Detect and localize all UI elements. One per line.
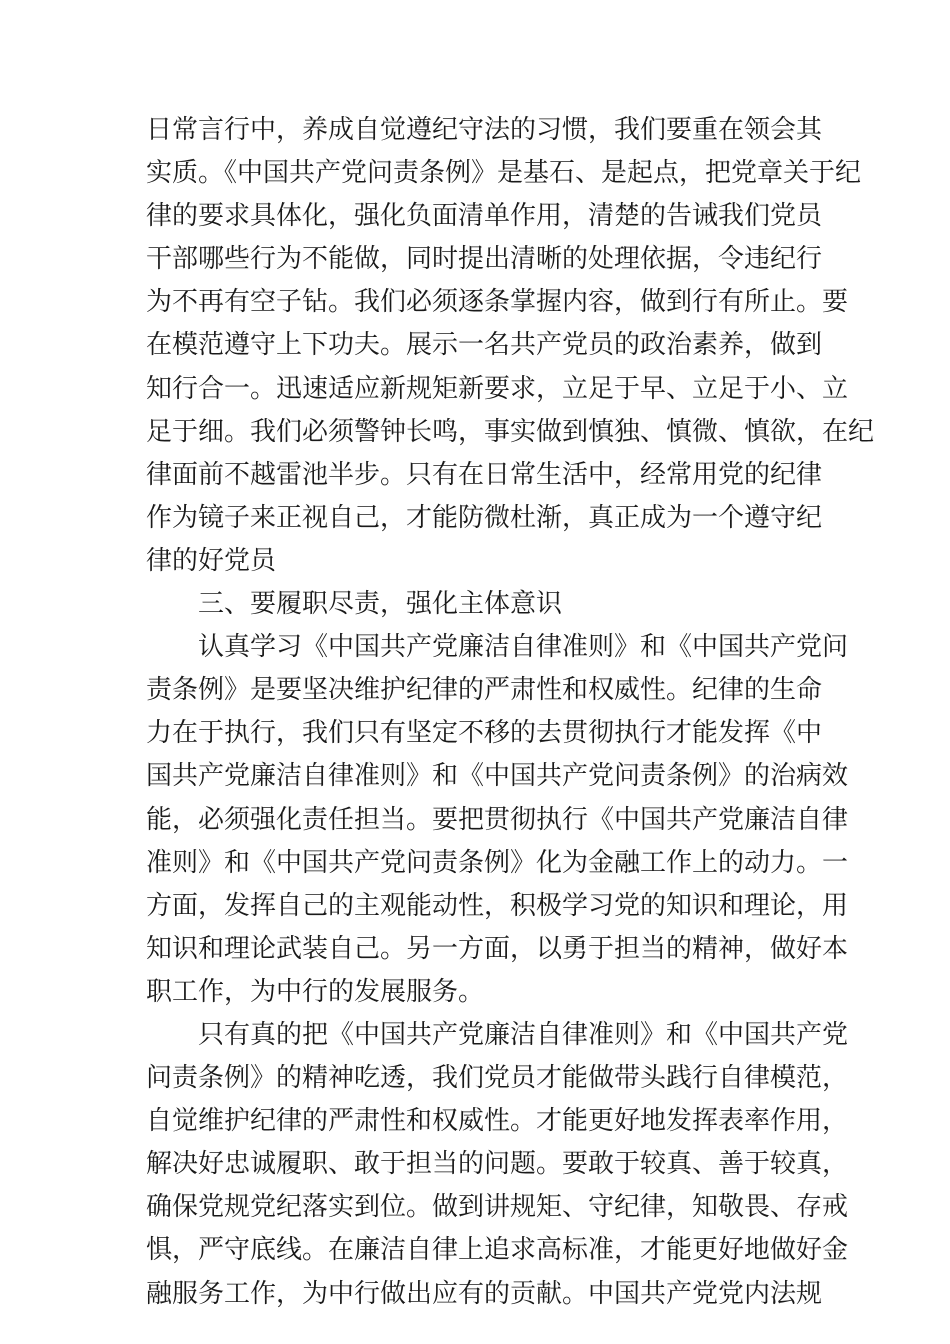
text-line: 力在于执行，我们只有坚定不移的去贯彻执行才能发挥《中 <box>146 718 823 749</box>
text-line: 惧，严守底线。在廉洁自律上追求高标准，才能更好地做好金 <box>146 1235 849 1266</box>
text-line: 日常言行中，养成自觉遵纪守法的习惯，我们要重在领会其 <box>146 115 823 145</box>
text-line: 干部哪些行为不能做，同时提出清晰的处理依据，令违纪行 <box>146 244 823 275</box>
text-line: 实质。《中国共产党问责条例》是基石、是起点，把党章关于纪 <box>146 158 862 189</box>
text-line: 律的好党员 <box>146 545 277 576</box>
text-line: 国共产党廉洁自律准则》和《中国共产党问责条例》的治病效 <box>146 761 849 792</box>
text-line: 准则》和《中国共产党问责条例》化为金融工作上的动力。一 <box>146 847 849 878</box>
text-line: 融服务工作，为中行做出应有的贡献。中国共产党党内法规 <box>146 1278 823 1309</box>
body-text <box>146 109 875 1316</box>
text-line: 能，必须强化责任担当。要把贯彻执行《中国共产党廉洁自律 <box>146 804 849 835</box>
text-line: 足于细。我们必须警钟长鸣，事实做到慎独、慎微、慎欲，在纪 <box>146 416 875 447</box>
text-line: 责条例》是要坚决维护纪律的严肃性和权威性。纪律的生命 <box>146 675 823 706</box>
text-line: 认真学习《中国共产党廉洁自律准则》和《中国共产党问 <box>198 632 849 663</box>
text-line: 为不再有空子钻。我们必须逐条掌握内容，做到行有所止。要 <box>146 287 849 318</box>
text-line: 问责条例》的精神吃透，我们党员才能做带头践行自律模范， <box>146 1063 849 1094</box>
text-line: 作为镜子来正视自己，才能防微杜渐，真正成为一个遵守纪 <box>146 502 823 533</box>
text-line: 知识和理论武装自己。另一方面，以勇于担当的精神，做好本 <box>146 933 849 964</box>
text-line: 在模范遵守上下功夫。展示一名共产党员的政治素养，做到 <box>146 330 823 361</box>
section-heading: 三、要履职尽责，强化主体意识 <box>198 589 563 620</box>
text-line: 解决好忠诚履职、敢于担当的问题。要敢于较真、善于较真， <box>146 1149 849 1180</box>
text-line: 知行合一。迅速适应新规矩新要求，立足于早、立足于小、立 <box>146 373 849 404</box>
text-line: 自觉维护纪律的严肃性和权威性。才能更好地发挥表率作用， <box>146 1106 849 1137</box>
text-line: 律面前不越雷池半步。只有在日常生活中，经常用党的纪律 <box>146 459 823 490</box>
text-line: 只有真的把《中国共产党廉洁自律准则》和《中国共产党 <box>198 1019 849 1050</box>
text-line: 确保党规党纪落实到位。做到讲规矩、守纪律，知敬畏、存戒 <box>146 1192 849 1223</box>
text-line: 方面，发挥自己的主观能动性，积极学习党的知识和理论，用 <box>146 890 849 921</box>
text-line: 律的要求具体化，强化负面清单作用，清楚的告诫我们党员 <box>146 201 823 232</box>
text-line: 职工作，为中行的发展服务。 <box>146 976 485 1007</box>
